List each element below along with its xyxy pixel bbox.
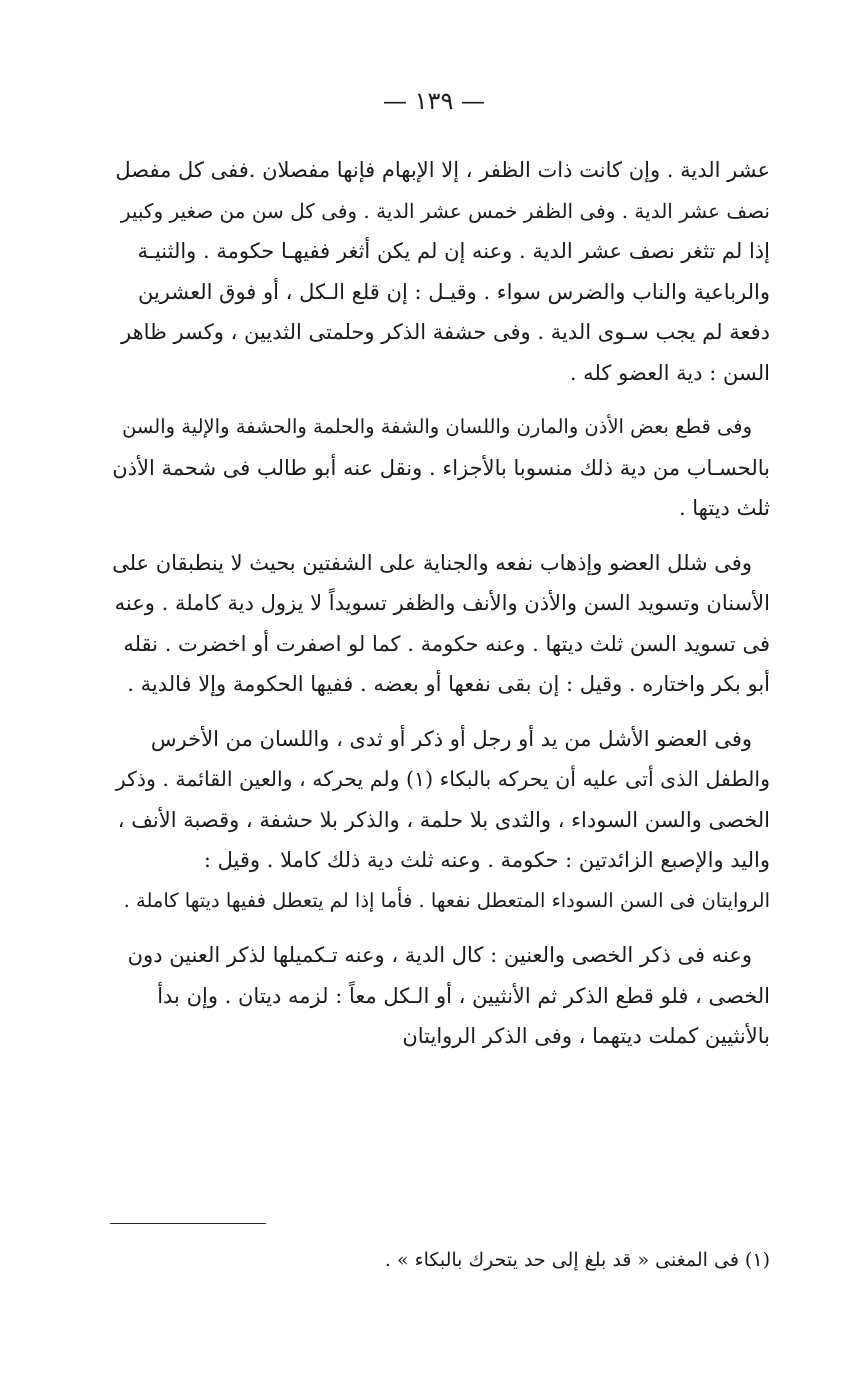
paragraph-1: [110, 150, 770, 393]
paragraph-3: [110, 543, 770, 705]
text-line: والطفل الذى أتى عليه أن يحركه بالبكاء (١) ولم يحركه ، والعين القائمة . وذكر: [115, 767, 770, 791]
footnote: (١) فى المغنى « قد بلغ إلى حد يتحرك بالبكاء » .: [384, 1249, 770, 1271]
footnote-divider: [110, 1223, 266, 1224]
text-line: الأسنان وتسويد السن والأذن والأنف والظفر تسويداً لا يزول دية كاملة . وعنه: [114, 591, 770, 615]
text-line: وفى قطع بعض الأذن والمارن واللسان والشفة والحلمة والحشفة والإلية والسن: [122, 415, 752, 438]
text-line: فى تسويد السن ثلث ديتها . وعنه حكومة . كما لو اصفرت أو اخضرت . نقله: [123, 631, 770, 656]
text-line: إذا لم تثغر نصف عشر الدية . وعنه إن لم يكن أثغر ففيهـا حكومة . والثنيـة: [137, 239, 770, 263]
text-line: بالأنثيين كملت ديتهما ، وفى الذكر الروايتان: [402, 1024, 770, 1048]
text-line: عشر الدية . وإن كانت ذات الظفر ، إلا الإبهام فإنها مفصلان .ففى كل مفصل: [115, 158, 770, 182]
text-line: بالحسـاب من دية ذلك منسوبا بالأجزاء . ونقل عنه أبو طالب فى شحمة الأذن: [112, 455, 770, 480]
text-line: نصف عشر الدية . وفى الظفر خمس عشر الدية . وفى كل سن من صغير وكبير: [120, 198, 770, 223]
text-line: دفعة لم يجب سـوى الدية . وفى حشفة الذكر وحلمتى الثديين ، وكسر ظاهر: [121, 320, 770, 344]
text-line: ثلث ديتها .: [678, 496, 770, 520]
text-line: والرباعية والناب والضرس سواء . وقيـل : إن قلع الـكل ، أو فوق العشرين: [137, 279, 770, 304]
text-line: وفى شلل العضو وإذهاب نفعه والجناية على الشفتين بحيث لا ينطبقان على: [112, 550, 752, 575]
text-line: أبو بكر واختاره . وقيل : إن بقى نفعها أو بعضه . ففيها الحكومة وإلا فالدية .: [127, 672, 770, 696]
text-line: الخصى ، فلو قطع الذكر ثم الأنثيين ، أو الـكل معاً : لزمه ديتان . وإن بدأ: [157, 983, 770, 1008]
text-line: الخصى والسن السوداء ، والثدى بلا حلمة ، والذكر بلا حشفة ، وقصبة الأنف ،: [117, 807, 770, 832]
paragraph-5: [110, 935, 770, 1057]
text-line: الروايتان فى السن السوداء المتعطل نفعها . فأما إذا لم يتعطل ففيها ديتها كاملة .: [123, 888, 770, 912]
text-line: وفى العضو الأشل من يد أو رجل أو ذكر أو ثدى ، واللسان من الأخرس: [150, 726, 752, 751]
text-line: السن : دية العضو كله .: [569, 360, 770, 385]
page-number: — ١٣٩ —: [383, 87, 485, 115]
paragraph-2: [110, 407, 770, 529]
main-text: [110, 150, 770, 1071]
text-line: واليد والإصبع الزائدتين : حكومة . وعنه ثلث دية ذلك كاملا . وقيل :: [203, 848, 770, 872]
paragraph-4: [110, 719, 770, 922]
text-line: وعنه فى ذكر الخصى والعنين : كال الدية ، وعنه تـكميلها لذكر العنين دون: [127, 943, 752, 967]
